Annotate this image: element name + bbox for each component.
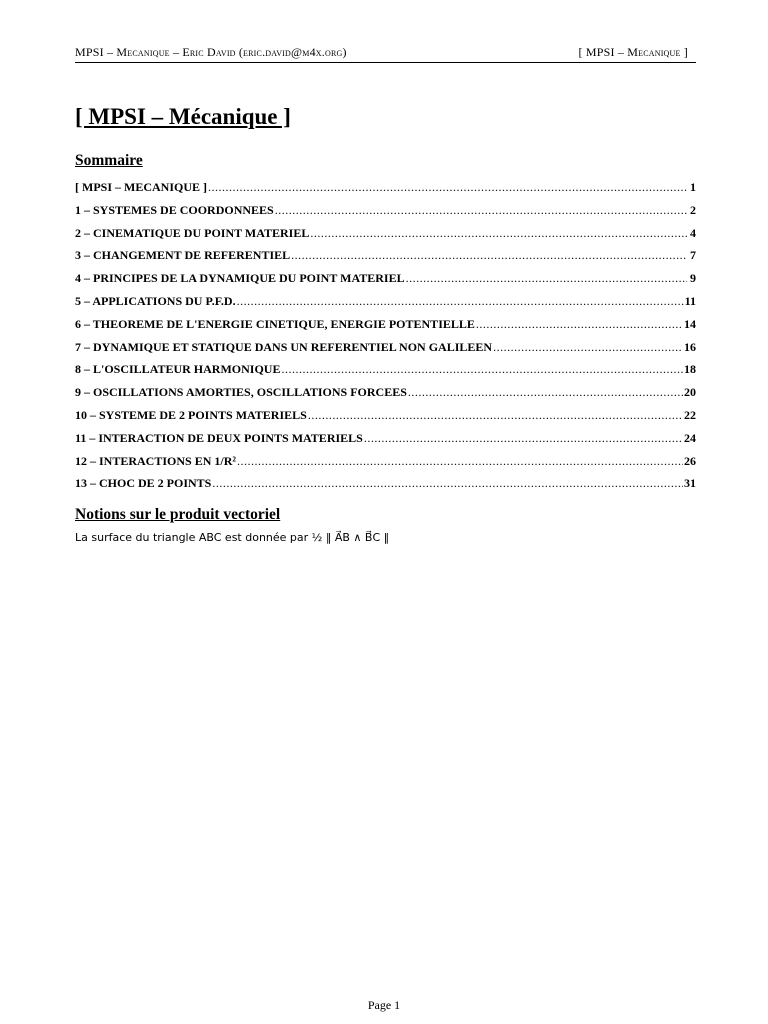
toc-dot-leader	[281, 362, 683, 377]
notions-text: La surface du triangle ABC est donnée par ½ ‖ A⃗B ∧ B⃗C ‖	[75, 531, 390, 544]
toc-entry[interactable]	[75, 248, 696, 271]
toc-entry-title: 5 – APPLICATIONS DU P.F.D.	[75, 293, 236, 308]
toc-entry-title: 3 – CHANGEMENT DE REFERENTIEL	[75, 248, 291, 263]
toc-entry-title: 12 – INTERACTIONS EN 1/R²	[75, 453, 236, 468]
toc-entry-page: 14	[684, 316, 696, 331]
running-header	[75, 44, 696, 63]
toc-entry-page: 11	[684, 293, 696, 308]
toc-entry-title: 7 – DYNAMIQUE ET STATIQUE DANS UN REFERENTIEL NON GALILEEN	[75, 339, 493, 354]
toc-entry[interactable]	[75, 385, 696, 408]
header-right-text: [ MPSI – Mecanique ]	[578, 45, 688, 59]
document-title: [ MPSI – Mécanique ]	[75, 104, 291, 129]
toc-dot-leader	[275, 203, 687, 218]
toc-entry-title: 9 – OSCILLATIONS AMORTIES, OSCILLATIONS FORCEES	[75, 385, 407, 400]
notions-heading: Notions sur le produit vectoriel	[75, 506, 281, 523]
toc-entry-title: 6 – THEOREME DE L'ENERGIE CINETIQUE, ENERGIE POTENTIELLE	[75, 316, 475, 331]
toc-entry-title: 11 – INTERACTION DE DEUX POINTS MATERIELS	[75, 430, 363, 445]
toc-entry[interactable]	[75, 362, 696, 385]
toc-entry[interactable]	[75, 454, 696, 477]
toc-entry-page: 31	[684, 476, 696, 491]
toc-dot-leader	[408, 385, 683, 400]
toc-dot-leader	[237, 454, 683, 469]
toc-entry-title: 4 – PRINCIPES DE LA DYNAMIQUE DU POINT MATERIEL	[75, 271, 405, 286]
toc-entry-title: 8 – L'OSCILLATEUR HARMONIQUE	[75, 362, 281, 377]
toc-entry-page: 9	[690, 271, 696, 286]
toc-entry-page: 20	[684, 385, 696, 400]
toc-entry-title: 2 – CINEMATIQUE DU POINT MATERIEL	[75, 225, 310, 240]
toc-dot-leader	[208, 180, 687, 195]
toc-entry[interactable]	[75, 294, 696, 317]
toc-entry-title: [ MPSI – MECANIQUE ]	[75, 180, 207, 194]
toc-entry-page: 2	[690, 202, 696, 217]
toc-dot-leader	[476, 317, 683, 332]
toc-entry[interactable]	[75, 340, 696, 363]
page-footer	[0, 998, 768, 1013]
toc-entry-title: 13 – CHOC DE 2 POINTS	[75, 476, 212, 491]
toc-entry-page: 7	[690, 248, 696, 263]
toc-entry-title: 10 – SYSTEME DE 2 POINTS MATERIELS	[75, 407, 307, 422]
toc-dot-leader	[310, 226, 687, 241]
toc-entry-page: 1	[690, 180, 696, 194]
toc-dot-leader	[406, 271, 687, 286]
header-left-text: MPSI – Mecanique – Eric David (eric.david@m4x.org)	[75, 45, 347, 59]
toc-dot-leader	[493, 340, 683, 355]
toc-entry[interactable]	[75, 431, 696, 454]
toc-entry-title: 1 – SYSTEMES DE COORDONNEES	[75, 202, 274, 217]
toc-entry-page: 26	[684, 453, 696, 468]
toc-entry[interactable]	[75, 203, 696, 226]
toc-entry[interactable]	[75, 408, 696, 431]
toc-dot-leader	[212, 476, 683, 491]
toc-dot-leader	[291, 248, 687, 263]
toc-dot-leader	[364, 431, 683, 446]
toc-entry-page: 22	[684, 407, 696, 422]
toc-dot-leader	[308, 408, 683, 423]
toc-entry-page: 24	[684, 430, 696, 445]
toc-entry-page: 16	[684, 339, 696, 354]
page-number: Page 1	[367, 998, 401, 1012]
toc-dot-leader	[237, 294, 684, 309]
toc-entry[interactable]	[75, 271, 696, 294]
toc-entry-page: 4	[690, 225, 696, 240]
toc-entry-page: 18	[684, 362, 696, 377]
toc-entry[interactable]	[75, 317, 696, 340]
toc-entry[interactable]	[75, 180, 696, 203]
table-of-contents	[75, 180, 696, 499]
toc-entry[interactable]	[75, 226, 696, 249]
toc-entry[interactable]	[75, 476, 696, 499]
toc-heading: Sommaire	[75, 152, 143, 169]
